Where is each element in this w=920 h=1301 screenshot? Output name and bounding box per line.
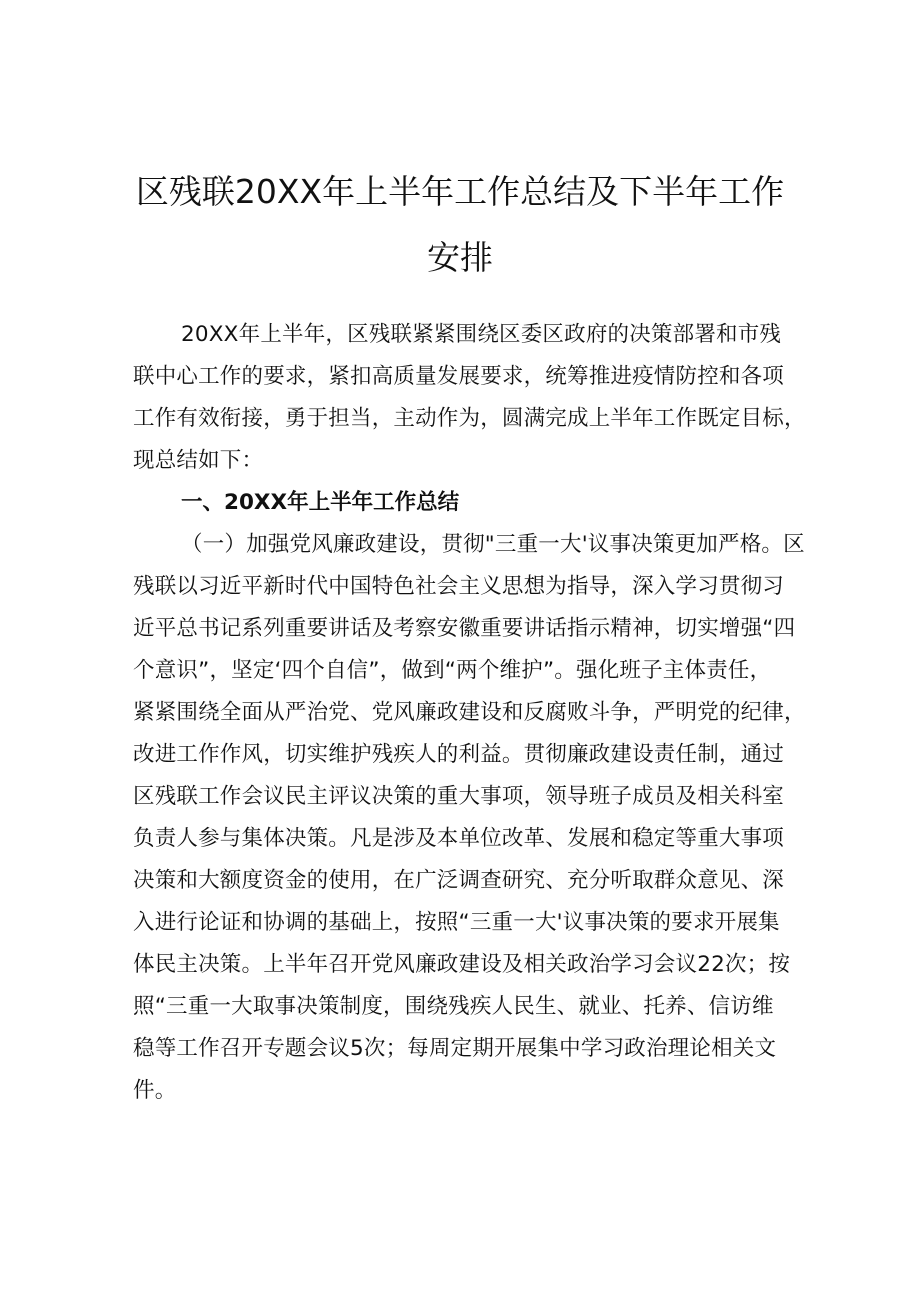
paragraph-line: 残联以习近平新时代中国特色社会主义思想为指导，深入学习贯彻习 [133,574,785,599]
paragraph-line: 体民主决策。上半年召开党风廉政建设及相关政治学习会议22次；按 [133,952,791,977]
paragraph-line: 件。 [133,1078,177,1103]
paragraph-line: 近平总书记系列重要讲话及考察安徽重要讲话指示精神，切实增强“四 [133,616,796,641]
paragraph-line: 个意识”，坚定‘四个自信”，做到“两个维护”。强化班子主体责任， [133,658,772,683]
paragraph-line: 稳等工作召开专题会议5次；每周定期开展集中学习政治理论相关文 [133,1036,777,1061]
paragraph-line: 负责人参与集体决策。凡是涉及本单位改革、发展和稳定等重大事项 [133,826,785,851]
document-title-line1: 区残联20XX年上半年工作总结及下半年工作 [135,172,785,211]
paragraph-line: 照“三重一大取事决策制度，围绕残疾人民生、就业、托养、信访维 [133,994,774,1019]
intro-line: 现总结如下： [133,448,264,473]
intro-line: 20XX年上半年，区残联紧紧围绕区委区政府的决策部署和市残 [181,322,782,347]
section1-heading: 一、20XX年上半年工作总结 [181,490,460,515]
intro-line: 联中心工作的要求，紧扣高质量发展要求，统筹推进疫情防控和各项 [133,364,785,389]
paragraph-line: （一）加强党风廉政建设，贯彻"三重一大'议事决策更加严格。区 [181,532,805,557]
paragraph-line: 入进行论证和协调的基础上，按照“三重一大'议事决策的要求开展集 [133,910,780,935]
paragraph-line: 紧紧围绕全面从严治党、党风廉政建设和反腐败斗争，严明党的纪律， [133,700,806,725]
paragraph-line: 决策和大额度资金的使用，在广泛调查研究、充分听取群众意见、深 [133,868,785,893]
intro-line: 工作有效衔接，勇于担当，主动作为，圆满完成上半年工作既定目标， [133,406,806,431]
paragraph-line: 改进工作作风，切实维护残疾人的利益。贯彻廉政建设责任制，通过 [133,742,785,767]
document-title-line2: 安排 [427,238,493,277]
paragraph-line: 区残联工作会议民主评议决策的重大事项，领导班子成员及相关科室 [133,784,785,809]
